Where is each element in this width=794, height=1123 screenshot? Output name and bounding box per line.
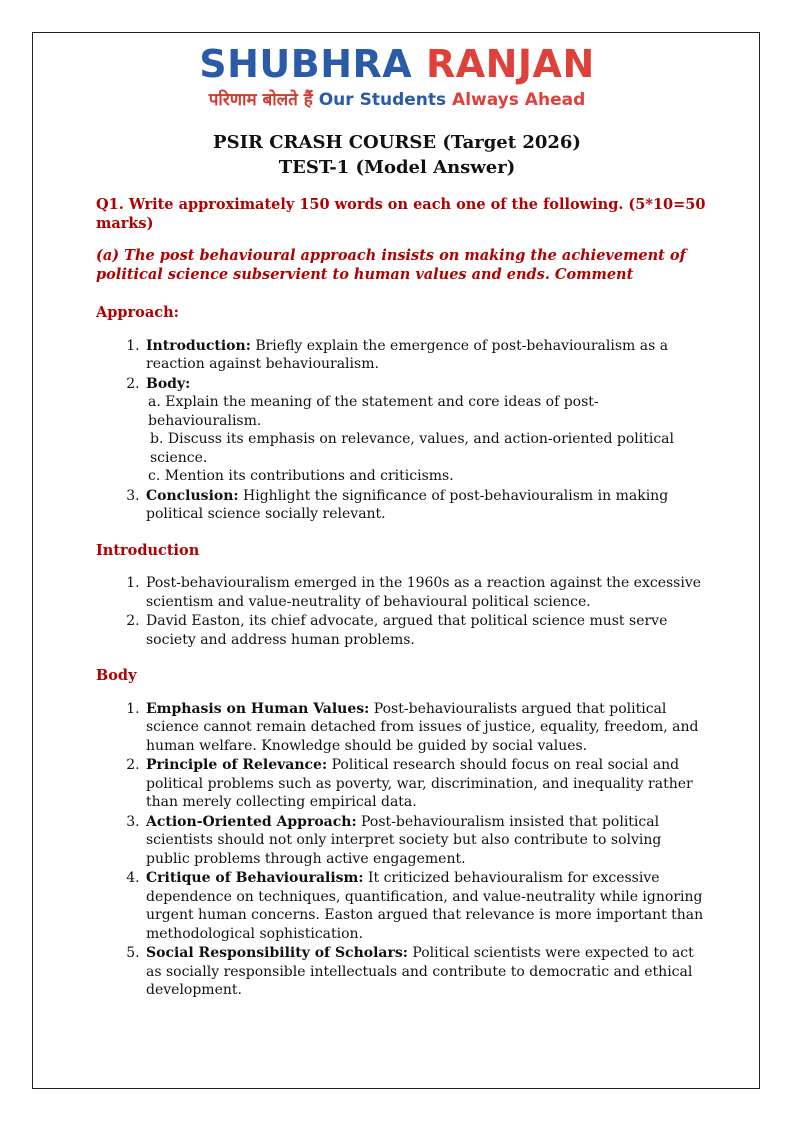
- list-item: 1. Post-behaviouralism emerged in the 1960s as a reaction against the excessive scientism and value-neutrality of behavioural political science.: [144, 574, 708, 611]
- item-title: Action-Oriented Approach:: [146, 813, 357, 830]
- brand-logo: [0, 42, 794, 112]
- item-text: Post-behaviouralism insisted that political scientists should not only interpret society but also contribute to solving public problems through active engagement.: [146, 813, 662, 867]
- question-heading: Q1. Write approximately 150 words on each one of the following. (5*10=50 marks): [96, 196, 706, 232]
- item-text: Post-behaviouralists argued that political science cannot remain detached from issues of justice, equality, freedom, and human welfare. Knowledge should be guided by social values.: [146, 700, 699, 754]
- item-text: Highlight the significance of post-behaviouralism in making political science socially relevant.: [146, 487, 669, 522]
- body-list: [96, 700, 708, 1000]
- logo-brand-part1: SHUBHRA: [199, 42, 413, 86]
- item-title: Introduction:: [146, 337, 251, 354]
- introduction-list: [96, 574, 708, 649]
- approach-heading: Approach:: [96, 304, 179, 321]
- logo-tagline: [0, 88, 794, 112]
- item-title: Conclusion:: [146, 487, 239, 504]
- list-item: [144, 337, 708, 374]
- item-title: Body:: [146, 375, 191, 392]
- sub-question: (a) The post behavioural approach insists on making the achievement of political science subservient to human values and ends. Comment: [96, 247, 686, 283]
- item-text: It criticized behaviouralism for excessive dependence on techniques, quantification, and value-neutrality while ignoring urgent human concerns. Easton argued that relevance is more important than methodological sophistication.: [146, 870, 704, 942]
- title-line-1: PSIR CRASH COURSE (Target 2026): [213, 132, 581, 153]
- list-item: [144, 813, 708, 869]
- title-line-2: TEST-1 (Model Answer): [278, 157, 516, 178]
- sub-item: b. Discuss its emphasis on relevance, values, and action-oriented political science.: [150, 431, 674, 466]
- item-title: Critique of Behaviouralism:: [146, 870, 364, 886]
- sub-item: c. Mention its contributions and criticisms.: [148, 468, 454, 484]
- sub-item: a. Explain the meaning of the statement and core ideas of post-behaviouralism.: [148, 394, 599, 429]
- body-heading: Body: [96, 667, 137, 684]
- list-item: [144, 700, 708, 756]
- logo-tagline-part2: Always Ahead: [452, 90, 586, 110]
- list-item: [144, 375, 708, 486]
- list-item: 2. David Easton, its chief advocate, argued that political science must serve society and address human problems.: [144, 612, 708, 649]
- item-title: Emphasis on Human Values:: [146, 700, 370, 717]
- item-title: Social Responsibility of Scholars:: [146, 945, 408, 961]
- item-text: Political scientists were expected to act as socially responsible intellectuals and contribute to democratic and ethical development.: [146, 945, 694, 998]
- item-text: Briefly explain the emergence of post-behaviouralism as a reaction against behaviouralism.: [146, 337, 669, 372]
- list-item: [144, 869, 708, 943]
- document-title: [0, 130, 794, 180]
- approach-list: [96, 337, 708, 524]
- logo-brand-name: [0, 42, 794, 86]
- list-item: [144, 487, 708, 524]
- logo-tagline-hindi: परिणाम बोलते हैं: [208, 90, 313, 110]
- item-text: Political research should focus on real social and political problems such as poverty, war, discrimination, and inequality rather than merely collecting empirical data.: [146, 757, 693, 810]
- logo-tagline-part1: Our Students: [318, 90, 447, 110]
- item-title: Principle of Relevance:: [146, 757, 328, 773]
- document-body: [96, 196, 708, 1018]
- logo-brand-part2: RANJAN: [425, 42, 595, 86]
- list-item: [144, 944, 708, 1000]
- list-item: [144, 756, 708, 812]
- introduction-heading: Introduction: [96, 541, 200, 559]
